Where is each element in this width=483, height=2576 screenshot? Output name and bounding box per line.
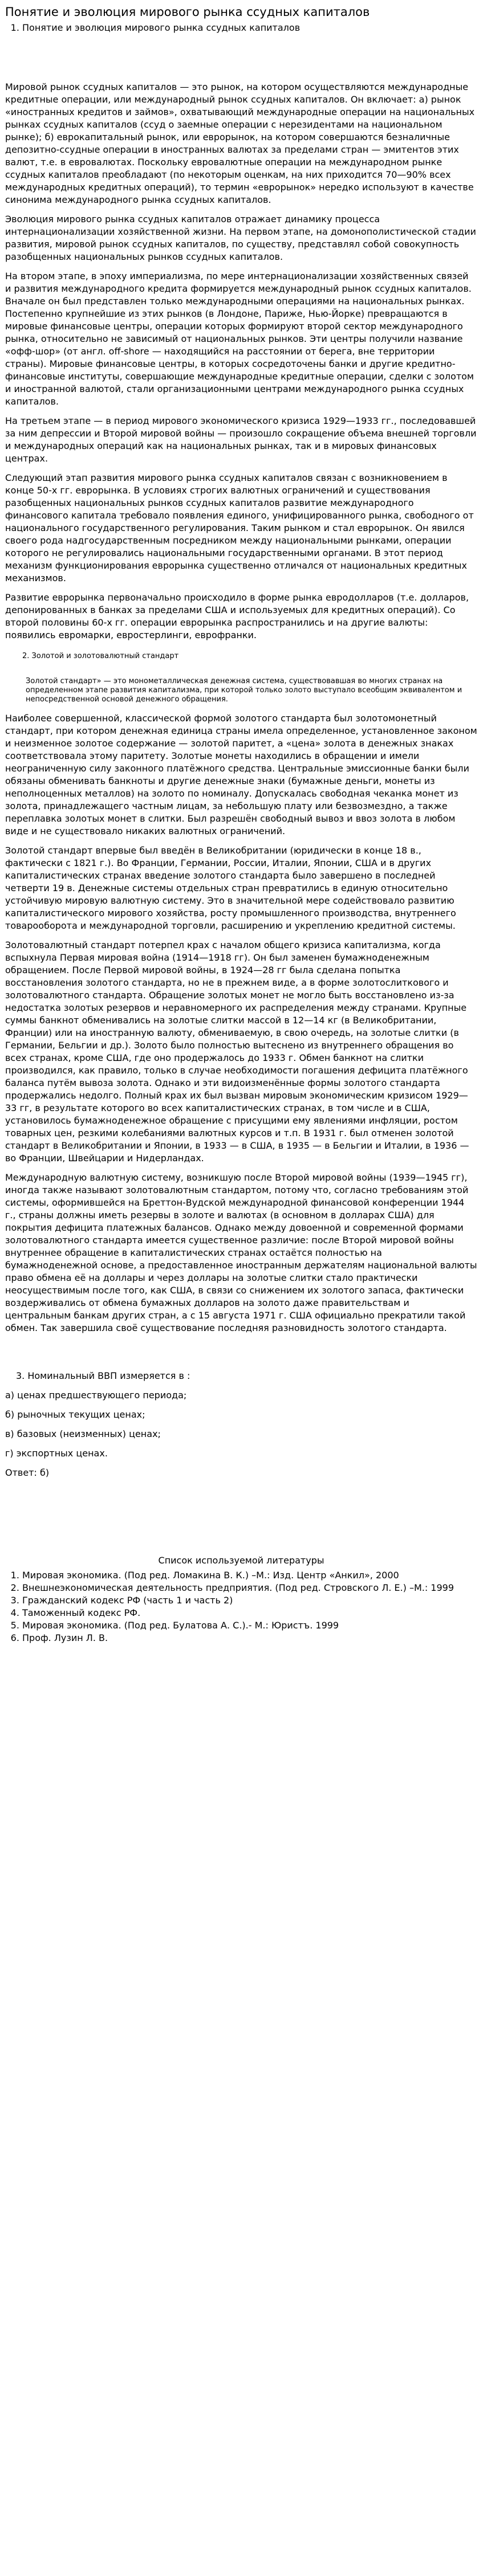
paragraph: Золотой стандарт впервые был введён в Великобритании (юридически в конце 18 в., фактически с 1821 г.). Во Франции, Германии, России, Италии, Японии, США и в других капиталистических странах введение золотого стандарта было завершено в последней четверти 19 в. Денежные системы отдельных стран превратились в единую относительно устойчивую мировую валютную систему. Это в значительной мере содействовало развитию капиталистического мирового хозяйства, росту промышленного производства, внутреннего товарооборота и международной торговли, расширению и укреплению кредитной системы. — [5, 845, 456, 931]
literature-item: 4. Таможенный кодекс РФ. — [22, 1607, 477, 1619]
answer-option: а) ценах предшествующего периода; — [5, 1390, 187, 1401]
paragraph: Мировой рынок ссудных капиталов — это рынок, на котором осуществляются международные кредитные операции, или международный рынок ссудных капиталов. Он включает: а) рынок «иностранных кредитов и займов», охватывающий международные операции на национальных рынках ссудных капиталов (ссуд о заемные операции с нерезидентами на национальном рынке); б) еврокапитальный рынок, или еврорынок, на котором совершаются безналичные депозитно-ссудные операции в иностранных валютах за пределами стран — эмитентов этих валют, т.е. в евровалютах. Поскольку евровалютные операции на международном рынке ссудных капиталов преобладают (по некоторым оценкам, на них приходится 70—90% всех международных кредитных операций), то термин «еврорынок» нередко используют в качестве синонима международного рынка ссудных капиталов. — [5, 81, 475, 205]
literature-item: 3. Гражданский кодекс РФ (часть 1 и часть 2) — [22, 1594, 477, 1607]
paragraph: Эволюция мирового рынка ссудных капиталов отражает динамику процесса интернационализации хозяйственной жизни. На первом этапе, на домонополистической стадии развития, мировой рынок ссудных капиталов, по существу, представлял собой совокупность разобщенных национальных рынков ссудных капиталов. — [5, 214, 476, 262]
paragraph: Золотовалютный стандарт потерпел крах с началом общего кризиса капитализма, когда вспыхнула Первая мировая война (1914—1918 гг). Он был заменен бумажноденежным обращением. После Первой мировой войны, в 1924—28 гг была сделана попытка восстановления золотого стандарта, но не в прежнем виде, а в форме золотослиткового и золотовалютного стандарта. Обращение золотых монет не могло быть восстановлено из-за недостатка золотых резервов и неравномерного их распределения между странами. Крупные суммы банкнот обменивались на золотые слитки массой в 12—14 кг (в Великобритании, Франции) или на иностранную валюту, обмениваемую, в свою очередь, на золотые слитки (в Германии, Бельгии и др.). Золото было полностью вытеснено из внутреннего обращения во всех странах, кроме США, где оно продержалось до 1933 г. Обмен банкнот на слитки производился, как правило, только в случае необходимости погашения дефицита платёжного баланса путём вывоза золота. Однако и эти видоизменённые формы золотого стандарта продержались недолго. Полный крах их был вызван мировым экономическим кризисом 1929—33 гг, в результате которого во всех капиталистических странах, в том числе и в США, установилось бумажноденежное обращение с присущими ему явлениями инфляции, ростом товарных цен, резкими колебаниями валютных курсов и т.п. В 1931 г. был отменен золотой стандарт в Великобритании и Японии, в 1933 — в США, в 1935 — в Бельгии и Италии, в 1936 — во Франции, Швейцарии и Нидерландах. — [5, 940, 469, 1164]
literature-item: 6. Проф. Лузин Л. В. — [22, 1632, 477, 1644]
literature-title: Список используемой литературы — [158, 1555, 324, 1566]
paragraph: Следующий этап развития мирового рынка ссудных капиталов связан с возникновением в конце 50-х гг. еврорынка. В условиях строгих валютных ограничений и существования разобщенных национальных рынков ссудных капиталов развитие международного финансового капитала требовало появления единого, унифицированного рынка, свободного от национального государственного регулирования. Таким рынком и стал еврорынок. Он явился своего рода надгосударственным посредником между национальными рынками, операции которого не регулировались национальными государственными органами. В этот период механизм функционирования еврорынка существенно отличался от национальных кредитных механизмов. — [5, 472, 474, 583]
section-2-heading-text: Золотой и золотовалютный стандарт — [31, 652, 179, 660]
question-text: 3. Номинальный ВВП измеряется в : — [16, 1370, 190, 1381]
paragraph: На третьем этапе — в период мирового экономического кризиса 1929—1933 гг., последовавшей за ним депрессии и Второй мировой войны — произошло сокращение объема внешней торговли и международных операций как на национальных рынках, так и в мировых финансовых центрах. — [5, 415, 477, 464]
definition-note: Золотой стандарт» — это монометаллическая денежная система, существовавшая во многих странах на определенном этапе развития капитализма, при которой только золото выступало всеобщим эквивалентом и непосредственной основой денежного обращения. — [26, 677, 462, 704]
literature-list — [5, 1569, 477, 1644]
answer-option: г) экспортных ценах. — [5, 1448, 108, 1459]
paragraph: На втором этапе, в эпоху империализма, по мере интернационализации хозяйственных связей и развития международного кредита формируется международный рынок ссудных капиталов. Вначале он был представлен только международными операциями на национальных рынках. Постепенно крупнейшие из этих рынков (в Лондоне, Париже, Нью-Йорке) превращаются в мировые финансовые центры, операции которых формируют второй сектор международного рынка, относительно не зависимый от национальных рынков. Эти центры получили название «офф-шор» (от англ. off-shore — находящийся на расстоянии от берега, вне территории страны). Мировые финансовые центры, в которых сосредоточены банки и другие кредитно-финансовые институты, совершающие международные кредитные операции, сделки с золотом и иностранной валютой, стали организационными центрами международного рынка ссудных капиталов. — [5, 271, 474, 407]
paragraph: Развитие еврорынка первоначально происходило в форме рынка евродолларов (т.е. долларов, депонированных в банках за пределами США и используемых для кредитных операций). Со второй половины 60-х гг. операции еврорынка распространились и на другие валюты: появились евромарки, евростерлинги, еврофранки. — [5, 592, 469, 640]
literature-item: 2. Внешнеэкономическая деятельность предприятия. (Под ред. Стровского Л. Е.) –М.: 1999 — [22, 1582, 477, 1594]
toc-item: 1. Понятие и эволюция мирового рынка ссудных капиталов — [22, 22, 477, 34]
section-2-heading — [5, 652, 477, 661]
section-2 — [5, 652, 477, 1334]
page-title: Понятие и эволюция мирового рынка ссудных капиталов — [5, 5, 370, 19]
section-2-heading-number: 2. — [22, 652, 30, 660]
literature-item: 1. Мировая экономика. (Под ред. Ломакина В. К.) –М.: Изд. Центр «Анкил», 2000 — [22, 1569, 477, 1582]
answer-option: б) рыночных текущих ценах; — [5, 1409, 145, 1420]
section-3 — [5, 1370, 477, 1479]
answer-option: в) базовых (неизменных) ценах; — [5, 1428, 161, 1439]
section-1 — [5, 81, 477, 642]
paragraph: Наиболее совершенной, классической формой золотого стандарта был золотомонетный стандарт, при котором денежная единица страны имела определенное, установленное законом и неизменное золотое содержание — золотой паритет, а «цена» золота в денежных знаках соответствовала этому паритету. Золотые монеты находились в обращении и имели неограниченную силу законного платёжного средства. Центральные эмиссионные банки были обязаны обменивать банкноты и другие денежные знаки (бумажные деньги, монеты из неполноценных металлов) на золото по номиналу. Допускалась свободная чеканка монет из золота, принадлежащего частным лицам, за небольшую плату или безвозмездно, а также переплавка золотых монет в слитки. Был разрешён свободный вывоз и ввоз золота в любом виде и не существовало никаких валютных ограничений. — [5, 713, 477, 836]
literature — [5, 1554, 477, 1644]
literature-item: 5. Мировая экономика. (Под ред. Булатова А. С.).- М.: Юристъ. 1999 — [22, 1619, 477, 1632]
question-heading — [5, 1370, 477, 1382]
table-of-contents — [5, 22, 477, 34]
paragraph: Международную валютную систему, возникшую после Второй мировой войны (1939—1945 гг), иногда также называют золотовалютным стандартом, потому что, согласно требованиям этой системы, оформившейся на Бреттон-Вудской международной финансовой конференции 1944 г., страны должны иметь резервы в золоте и валютах (в основном в долларах США) для покрытия дефицита платежных балансов. Однако между довоенной и современной формами золотовалютного стандарта имеется существенное различие: после Второй мировой войны внутреннее обращение в капиталистических странах остаётся полностью на бумажноденежной основе, а предоставленное иностранным держателям национальной валюты право обмена её на доллары и через доллары на золотые слитки стало практически неосуществимым после того, как США, в связи со снижением их золотого запаса, фактически воздерживались от обмена бумажных долларов на золото даже правительствам и центральным банкам других стран, а с 15 августа 1971 г. США официально прекратили такой обмен. Так завершила своё существование последняя разновидность золотого стандарта. — [5, 1172, 477, 1333]
answer-options — [5, 1389, 477, 1460]
answer: Ответ: б) — [5, 1467, 50, 1478]
